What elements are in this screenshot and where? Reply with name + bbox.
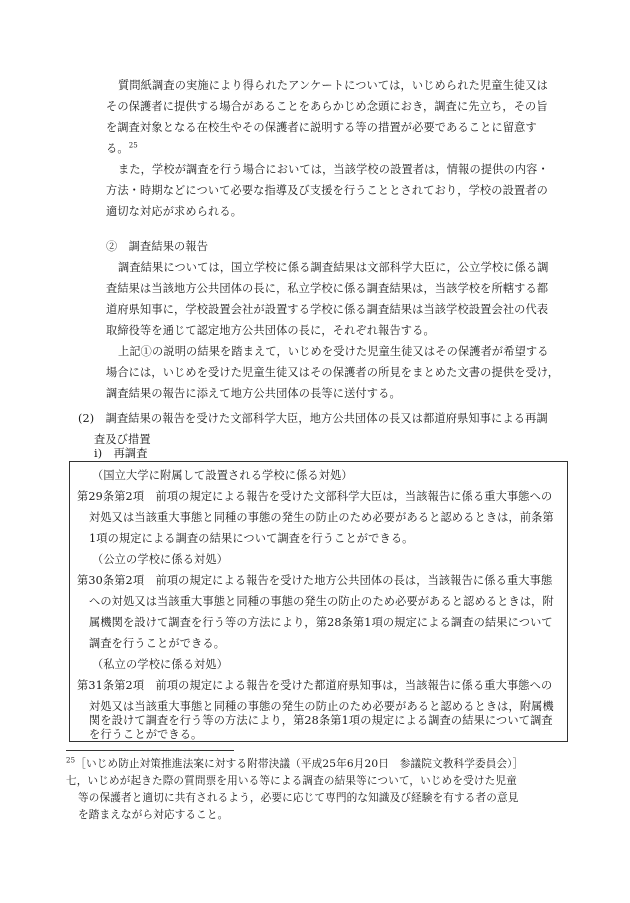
- para2-line-2: 方法・時期などについて必要な指導及び支援を行うこととされており，学校の設置者の: [106, 184, 548, 197]
- section2-p2-line-3: 調査結果の報告に添えて地方公共団体の長等に送付する。: [106, 387, 401, 400]
- statute-line-14: を行うことができる。: [89, 728, 203, 741]
- section2-p1-line-3: 道府県知事に，学校設置会社が設置する学校に係る調査結果は当該学校設置会社の代表: [106, 303, 549, 316]
- section2-p1-line-2: 査結果は当該地方公共団体の長に，私立学校に係る調査結果は，当該学校を所轄する都: [106, 282, 549, 295]
- statute-line-12: 対処又は当該重大事態と同種の事態の発生の防止のため必要があると認めるときは，附属機: [89, 700, 554, 713]
- section2-heading: ② 調査結果の報告: [106, 240, 209, 253]
- statute-line-3: 対処又は当該重大事態と同種の事態の発生の防止のため必要があると認めるときは，前条第: [89, 511, 554, 524]
- statute-line-11: 第31条第2項 前項の規定による報告を受けた都道府県知事は，当該報告に係る重大事態への: [77, 679, 553, 692]
- para1-line-4: [106, 142, 138, 156]
- para1-line-1: 質問紙調査の実施により得られたアンケートについては，いじめられた児童生徒又は: [118, 79, 548, 92]
- section2-p2-line-2: 場合には，いじめを受けた児童生徒又はその保護者の所見をまとめた文書の提供を受け，: [106, 366, 560, 379]
- statute-line-2: 第29条第2項 前項の規定による報告を受けた文部科学大臣は，当該報告に係る重大事態への: [77, 490, 553, 503]
- section2-p1-line-4: 取締役等を通じて認定地方公共団体の長に，それぞれ報告する。: [106, 324, 435, 337]
- statute-line-7: への対処又は当該重大事態と同種の事態の発生の防止のため必要があると認めるときは，附: [89, 595, 554, 608]
- section2-p1-line-1: 調査結果については，国立学校に係る調査結果は文部科学大臣に，公立学校に係る調: [118, 261, 549, 274]
- footnote-title: ［いじめ防止対策推進法案に対する附帯決議（平成25年6月20日 参議院文教科学委員会）］: [75, 758, 524, 770]
- section-b-heading-line-1: (2) 調査結果の報告を受けた文部科学大臣，地方公共団体の長又は都道府県知事による再調: [78, 412, 548, 425]
- para1-line-3: を調査対象となる在校生やその保護者に説明する等の措置が必要であることに留意す: [106, 121, 537, 134]
- statute-line-9: 調査を行うことができる。: [89, 637, 226, 650]
- statute-line-1: （国立大学に附属して設置される学校に係る対処）: [92, 469, 353, 482]
- para1-last-text: る。: [106, 142, 129, 155]
- footnote-line-4: を踏まえながら対応すること。: [78, 809, 229, 821]
- footnote-line-1: [66, 757, 523, 771]
- statute-line-13: 関を設けて調査を行う等の方法により，第28条第1項の規定による調査の結果について調査: [89, 714, 553, 727]
- para2-line-3: 適切な対応が求められる。: [106, 205, 243, 218]
- para1-line-2: その保護者に提供する場合があることをあらかじめ念頭におき，調査に先立ち，その旨: [106, 100, 548, 113]
- statute-line-6: 第30条第2項 前項の規定による報告を受けた地方公共団体の長は，当該報告に係る重大事態: [77, 574, 553, 587]
- footnote-rule: [66, 750, 234, 751]
- footnote-ref-25[interactable]: 25: [128, 141, 138, 150]
- footnote-number: 25: [66, 756, 76, 765]
- statute-line-8: 属機関を設けて調査を行う等の方法により，第28条第1項の規定による調査の結果について: [89, 616, 553, 629]
- section-b-heading-line-2: 査及び措置: [94, 433, 151, 446]
- statute-line-5: （公立の学校に係る対処）: [92, 553, 229, 566]
- section-b-sub: i) 再調査: [94, 447, 148, 460]
- statute-line-4: 1項の規定による調査の結果について調査を行うことができる。: [89, 532, 414, 545]
- section2-p2-line-1: 上記①の説明の結果を踏まえて，いじめを受けた児童生徒又はその保護者が希望する: [118, 345, 549, 358]
- footnote-line-3: 等の保護者と適切に共有されるよう，必要に応じて専門的な知識及び経験を有する者の意見: [78, 792, 519, 804]
- footnote-line-2: 七，いじめが起きた際の質問票を用いる等による調査の結果等について，いじめを受けた児童: [66, 775, 517, 787]
- para2-line-1: また，学校が調査を行う場合においては，当該学校の設置者は，情報の提供の内容・: [118, 163, 549, 176]
- statute-line-10: （私立の学校に係る対処）: [92, 658, 229, 671]
